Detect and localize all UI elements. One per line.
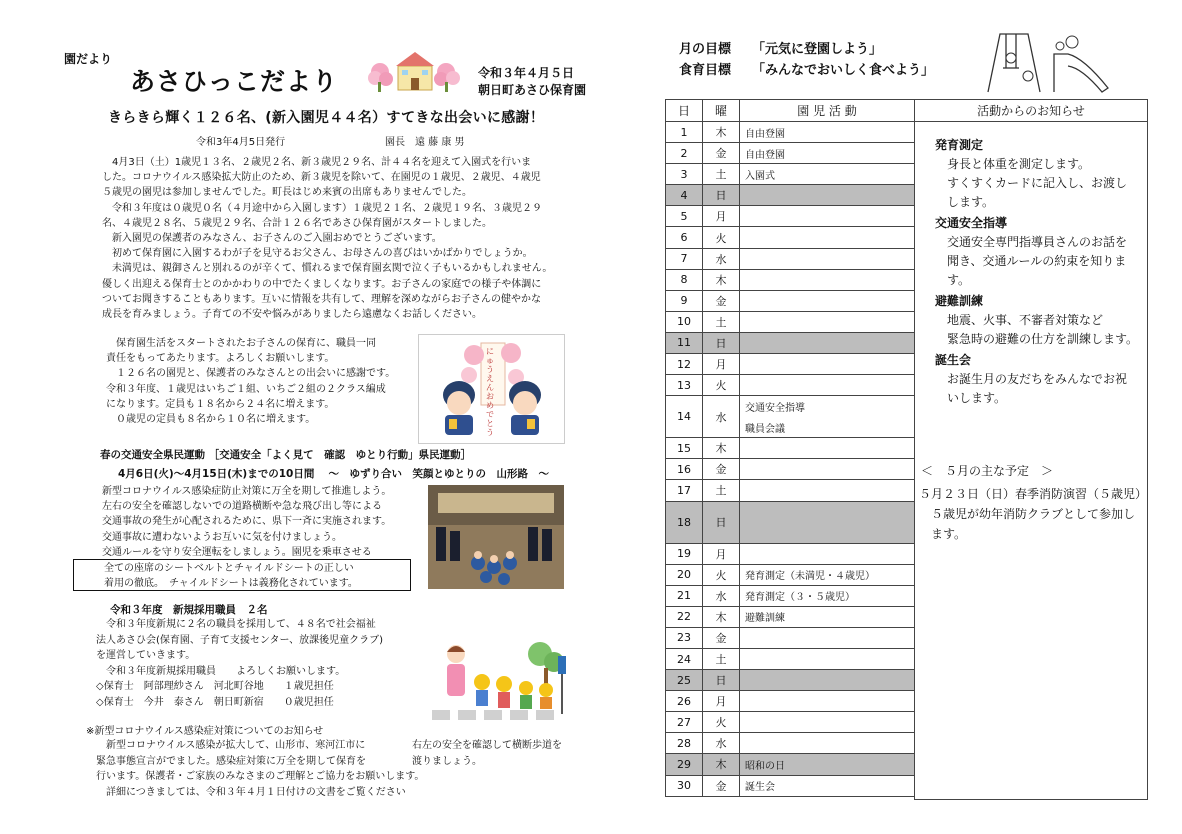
text-line: 令和３年度新規採用職員 よろしくお願いします。 <box>96 665 346 677</box>
calendar-row <box>666 480 915 501</box>
weekday-column-header: 曜 <box>703 100 740 122</box>
activity-text: 自由登園 <box>745 128 785 140</box>
headline: きらきら輝く１２６名、(新入園児４４名）すてきな出会いに感謝！ <box>108 110 545 126</box>
calendar-row <box>666 164 915 185</box>
traffic-period: 4月6日(火)～4月15日(木)までの10日間 ～ ゆずり合い 笑顔とゆとりの 山形路 ～ <box>118 468 549 480</box>
calendar-row <box>666 775 915 796</box>
calendar-day: 10 <box>666 311 703 332</box>
calendar-weekday: 木 <box>703 754 740 775</box>
calendar-row <box>666 606 915 627</box>
notice-line: 聞き、交通ルールの約束を知りま <box>935 254 1127 268</box>
covid-heading: ※新型コロナウイルス感染症対策についてのお知らせ <box>86 726 324 737</box>
calendar-row <box>666 438 915 459</box>
traffic-boxed-note <box>73 559 411 591</box>
traffic-safety-photo <box>428 485 564 589</box>
activity-text: 交通安全指導 <box>745 402 805 414</box>
notice-title: 発育測定 <box>935 138 984 152</box>
issued-date: 令和3年4月5日発行 <box>196 137 286 148</box>
calendar-day: 4 <box>666 185 703 206</box>
calendar-day: 15 <box>666 438 703 459</box>
text-line: ５歳児の園児は参加しませんでした。町長はじめ来賓の出席もありませんでした。 <box>102 187 472 199</box>
activity-calendar <box>665 99 915 797</box>
notices-panel <box>914 99 1148 800</box>
calendar-activity <box>740 501 915 543</box>
calendar-activity <box>740 438 915 459</box>
calendar-activity <box>740 712 915 733</box>
flower-left-icon <box>368 63 393 92</box>
organization-name: 朝日町あさひ保育園 <box>478 83 587 97</box>
calendar-weekday: 水 <box>703 585 740 606</box>
calendar-weekday: 日 <box>703 670 740 691</box>
calendar-weekday: 土 <box>703 311 740 332</box>
text-line: になります。定員も１８名から２４名に増えます。 <box>106 398 335 410</box>
notice-title: 交通安全指導 <box>935 216 1008 230</box>
calendar-day: 23 <box>666 627 703 648</box>
calendar-day: 22 <box>666 606 703 627</box>
calendar-weekday: 日 <box>703 501 740 543</box>
calendar-activity <box>740 691 915 712</box>
notice-title: 避難訓練 <box>935 294 984 308</box>
calendar-day: 24 <box>666 648 703 669</box>
calendar-activity <box>740 354 915 375</box>
calendar-row <box>666 269 915 290</box>
text-line: 未満児は、親御さんと別れるのが辛くて、慣れるまで保育園玄関で泣く子もいるかもしれません。 <box>102 263 553 275</box>
calendar-row <box>666 670 915 691</box>
calendar-weekday: 日 <box>703 185 740 206</box>
calendar-day: 14 <box>666 396 703 438</box>
calendar-day: 2 <box>666 143 703 164</box>
calendar-day: 26 <box>666 691 703 712</box>
text-line: 渡りましょう。 <box>412 755 482 767</box>
calendar-weekday: 木 <box>703 269 740 290</box>
text-line: 行います。保護者・ご家族のみなさまのご理解とご協力をお願いします。 <box>96 771 425 782</box>
calendar-day: 21 <box>666 585 703 606</box>
text-line: 詳細につきましては、令和３年４月１日付けの文書をご覧ください <box>96 786 406 798</box>
calendar-day: 3 <box>666 164 703 185</box>
calendar-day: 7 <box>666 248 703 269</box>
calendar-day: 30 <box>666 775 703 796</box>
activity-column-header: 園 児 活 動 <box>740 100 915 122</box>
calendar-activity <box>740 564 915 585</box>
day-column-header: 日 <box>666 100 703 122</box>
calendar-activity <box>740 775 915 796</box>
calendar-weekday: 水 <box>703 733 740 754</box>
activity-text: 職員会議 <box>745 423 785 435</box>
calendar-activity <box>740 543 915 564</box>
welcome-banner-text: にゅうえんおめでとう <box>486 347 494 437</box>
notices-header: 活動からのお知らせ <box>915 100 1147 122</box>
building-icon <box>396 52 434 90</box>
traffic-heading: 春の交通安全県民運動 ［交通安全「よく見て 確認 ゆとり行動」県民運動］ <box>100 449 472 461</box>
notice-line: す。 <box>935 273 971 287</box>
calendar-weekday: 水 <box>703 396 740 438</box>
text-line: ◇保育士 阿部理紗さん 河北町谷地 １歳児担任 <box>96 681 334 692</box>
calendar-row <box>666 185 915 206</box>
calendar-weekday: 月 <box>703 206 740 227</box>
notice-line: 地震、火事、不審者対策など <box>935 313 1104 327</box>
text-line: 名、４歳児２８名、５歳児２９名、合計１２６名であさひ保育園がスタートしました。 <box>102 217 492 229</box>
text-line: ◇保育士 今井 泰さん 朝日町新宿 ０歳児担任 <box>96 696 334 708</box>
calendar-weekday: 火 <box>703 375 740 396</box>
calendar-activity <box>740 754 915 775</box>
calendar-row <box>666 375 915 396</box>
calendar-day: 6 <box>666 227 703 248</box>
food-goal-text: 「みんなでおいしく食べよう」 <box>752 63 935 78</box>
calendar-activity <box>740 227 915 248</box>
calendar-weekday: 月 <box>703 543 740 564</box>
children-playing-icon <box>1006 36 1078 81</box>
calendar-activity <box>740 733 915 754</box>
child-right-icon <box>509 381 541 435</box>
notice-title: 誕生会 <box>935 353 972 367</box>
calendar-day: 1 <box>666 122 703 143</box>
teacher-icon <box>447 645 465 696</box>
calendar-weekday: 水 <box>703 248 740 269</box>
crosswalk-illustration <box>432 638 570 722</box>
calendar-day: 29 <box>666 754 703 775</box>
activity-text: 入園式 <box>745 170 775 182</box>
calendar-activity <box>740 648 915 669</box>
text-line: ５月２３日（日）春季消防演習（５歳児） <box>919 487 1148 501</box>
crosswalk-icon <box>432 710 554 720</box>
calendar-day: 19 <box>666 543 703 564</box>
food-goal-label: 食育目標 <box>679 63 732 78</box>
calendar-weekday: 火 <box>703 564 740 585</box>
text-line: ます。 <box>919 527 967 541</box>
activity-text: 発育測定（未満児・４歳児） <box>745 571 875 583</box>
calendar-day: 5 <box>666 206 703 227</box>
text-line: した。コロナウイルス感染拡大防止のため、新３歳児を除いて、在園児の１歳児、２歳児、４歳児 <box>102 172 541 184</box>
text-line: 優しく出迎える保育士とのかかわりの中でたくましくなります。お子さんの家庭での様子や体調に <box>102 278 542 290</box>
calendar-weekday: 木 <box>703 122 740 143</box>
calendar-weekday: 日 <box>703 332 740 353</box>
calendar-weekday: 金 <box>703 143 740 164</box>
text-line: 右左の安全を確認して横断歩道を <box>412 740 562 751</box>
calendar-row <box>666 543 915 564</box>
welcome-illustration <box>418 334 565 444</box>
may-heading: ＜ ５月の主な予定 ＞ <box>921 464 1054 478</box>
notice-line: 交通安全専門指導員さんのお話を <box>935 235 1128 249</box>
text-line: 交通事故に遭わないようお互いに気を付けましょう。 <box>102 531 342 543</box>
monthly-goal-label: 月の目標 <box>679 42 732 57</box>
calendar-weekday: 土 <box>703 480 740 501</box>
calendar-day: 8 <box>666 269 703 290</box>
text-line: 令和３年度は０歳児０名（４月途中から入園します）１歳児２１名、２歳児１９名、３歳児２９ <box>102 202 542 214</box>
calendar-row <box>666 691 915 712</box>
calendar-day: 13 <box>666 375 703 396</box>
calendar-day: 25 <box>666 670 703 691</box>
activity-text: 発育測定（３・５歳児） <box>745 592 855 604</box>
activity-text: 自由登園 <box>745 149 785 161</box>
calendar-day: 11 <box>666 332 703 353</box>
calendar-day: 20 <box>666 564 703 585</box>
calendar-row <box>666 585 915 606</box>
newsletter-label: 園だより <box>64 52 113 66</box>
text-line: 着用の徹底。 チャイルドシートは義務化されています。 <box>104 578 358 589</box>
text-line: を運営していきます。 <box>96 650 196 661</box>
calendar-row <box>666 712 915 733</box>
newsletter-title: あさひっこだより <box>130 67 339 96</box>
calendar-weekday: 月 <box>703 691 740 712</box>
calendar-activity <box>740 164 915 185</box>
text-line: 緊急事態宣言がでました。感染症対策に万全を期して保育を <box>96 755 366 767</box>
calendar-row <box>666 248 915 269</box>
calendar-row <box>666 648 915 669</box>
calendar-activity <box>740 459 915 480</box>
calendar-day: 16 <box>666 459 703 480</box>
calendar-activity <box>740 290 915 311</box>
calendar-day: 12 <box>666 354 703 375</box>
calendar-weekday: 月 <box>703 354 740 375</box>
notice-line: 身長と体重を測定します。 <box>935 157 1091 171</box>
text-line: 法人あさひ会(保育園、子育て支援センター、放課後児童クラブ) <box>96 634 384 646</box>
text-line: 令和３年度、１歳児はいちご１組、いちご２組の２クラス編成 <box>106 383 386 395</box>
calendar-activity <box>740 480 915 501</box>
calendar-weekday: 金 <box>703 627 740 648</box>
calendar-weekday: 火 <box>703 227 740 248</box>
calendar-activity <box>740 396 915 438</box>
notice-line: します。 <box>935 195 995 209</box>
calendar-row <box>666 354 915 375</box>
text-line: 責任をもってあたります。よろしくお願いします。 <box>106 353 335 365</box>
text-line: 交通ルールを守り安全運転をしましょう。園児を乗車させる <box>102 546 372 558</box>
notice-line: すくすくカードに記入し、お渡し <box>935 176 1128 190</box>
calendar-row <box>666 332 915 353</box>
calendar-row <box>666 627 915 648</box>
calendar-row <box>666 459 915 480</box>
calendar-activity <box>740 375 915 396</box>
playground-illustration <box>984 28 1110 94</box>
calendar-row <box>666 227 915 248</box>
calendar-activity <box>740 206 915 227</box>
text-line: 左右の安全を確認しないでの道路横断や急な飛び出し等による <box>102 501 382 513</box>
staff-heading: 令和３年度 新規採用職員 ２名 <box>110 604 268 616</box>
calendar-weekday: 火 <box>703 712 740 733</box>
calendar-weekday: 木 <box>703 438 740 459</box>
swing-icon <box>988 34 1040 92</box>
calendar-row <box>666 311 915 332</box>
calendar-row <box>666 564 915 585</box>
director-name: 園長 遠 藤 康 男 <box>385 137 465 148</box>
calendar-day: 28 <box>666 733 703 754</box>
calendar-row <box>666 143 915 164</box>
notice-line: いします。 <box>935 391 1007 405</box>
child-left-icon <box>443 381 475 435</box>
calendar-activity <box>740 185 915 206</box>
calendar-weekday: 金 <box>703 290 740 311</box>
calendar-row <box>666 501 915 543</box>
traffic-light-icon <box>558 656 566 714</box>
calendar-activity <box>740 627 915 648</box>
slide-icon <box>1054 54 1108 92</box>
calendar-activity <box>740 606 915 627</box>
text-line: 成長を育みましょう。子育ての不安や悩みがありましたら遠慮なくお話しください。 <box>102 309 482 320</box>
calendar-day: 17 <box>666 480 703 501</box>
notice-line: お誕生月の友だちをみんなでお祝 <box>935 372 1128 386</box>
calendar-activity <box>740 332 915 353</box>
calendar-day: 9 <box>666 290 703 311</box>
text-line: 令和３年度新規に２名の職員を採用して、４８名で社会福祉 <box>96 619 376 630</box>
calendar-weekday: 金 <box>703 775 740 796</box>
calendar-row <box>666 733 915 754</box>
text-line: 初めて保育園に入園するわが子を見守るお父さん、お母さんの喜びはいかばかりでしょうか。 <box>102 248 533 260</box>
calendar-day: 18 <box>666 501 703 543</box>
calendar-row <box>666 122 915 143</box>
text-line: １２６名の園児と、保護者のみなさんとの出会いに感謝です。 <box>106 368 396 380</box>
calendar-row <box>666 290 915 311</box>
activity-text: 誕生会 <box>745 782 775 794</box>
text-line: 全ての座席のシートベルトとチャイルドシートの正しい <box>104 563 354 574</box>
text-line: ついてお聞きすることもあります。互いに情報を共有して、理解を深めながらお子さんの健やかな <box>102 293 541 305</box>
flower-right-icon <box>434 63 460 92</box>
calendar-activity <box>740 143 915 164</box>
calendar-row <box>666 754 915 775</box>
activity-text: 昭和の日 <box>745 760 785 772</box>
text-line: 新型コロナウイルス感染が拡大して、山形市、寒河江市に <box>96 740 366 751</box>
calendar-activity <box>740 670 915 691</box>
calendar-day: 27 <box>666 712 703 733</box>
calendar-activity <box>740 585 915 606</box>
text-line: 新型コロナウイルス感染症防止対策に万全を期して推進しよう。 <box>102 486 392 497</box>
calendar-activity <box>740 122 915 143</box>
text-line: ０歳児の定員も８名から１０名に増えます。 <box>106 414 316 425</box>
children-icon <box>474 674 553 709</box>
calendar-activity <box>740 269 915 290</box>
issue-date: 令和３年４月５日 <box>478 66 575 80</box>
calendar-weekday: 土 <box>703 648 740 669</box>
text-line: 保育園生活をスタートされたお子さんの保育に、職員一同 <box>106 338 376 349</box>
text-line: 交通事故の発生が心配されるために、県下一斉に実施されます。 <box>102 516 392 528</box>
calendar-activity <box>740 311 915 332</box>
calendar-weekday: 土 <box>703 164 740 185</box>
calendar-row <box>666 206 915 227</box>
calendar-row <box>666 396 915 438</box>
calendar-activity <box>740 248 915 269</box>
text-line: 4月3日（土）1歳児１３名、２歳児２名、新３歳児２９名、計４４名を迎えて入園式を行いま <box>102 157 532 168</box>
monthly-goal-text: 「元気に登園しよう」 <box>752 42 883 57</box>
calendar-weekday: 金 <box>703 459 740 480</box>
calendar-weekday: 木 <box>703 606 740 627</box>
notice-line: 緊急時の避難の仕方を訓練します。 <box>935 332 1139 346</box>
text-line: ５歳児が幼年消防クラブとして参加し <box>919 507 1136 521</box>
text-line: 新入園児の保護者のみなさん、お子さんのご入園おめでとうございます。 <box>102 233 442 244</box>
kindergarten-illustration <box>366 48 462 94</box>
activity-text: 避難訓練 <box>745 613 785 625</box>
